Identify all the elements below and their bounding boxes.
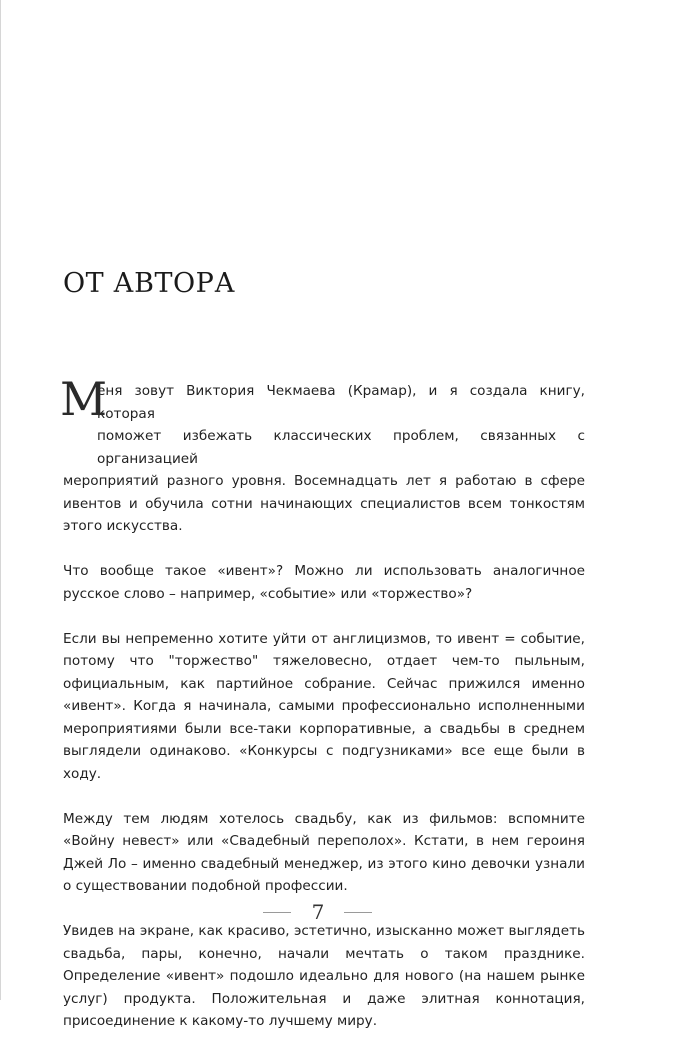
paragraph: Между тем людям хотелось свадьбу, как из фильмов: вспомните «Войну невест» или «Свадебный переполох». Кстати, в нем героиня Джей Ло – именно свадебный менеджер, из этого кино девочки узнали о существовании подобной профессии.: [63, 810, 585, 894]
page-number: 7: [311, 900, 325, 924]
chapter-title: ОТ АВТОРА: [63, 268, 236, 299]
page-footer: [1, 900, 682, 924]
paragraph: Что вообще такое «ивент»? Можно ли использовать аналогичное русское слово – например, «событие» или «торжество»?: [63, 563, 585, 602]
first-paragraph-rest: мероприятий разного уровня. Восемнадцать лет я работаю в сфере ивентов и обучила сотни начинающих специалистов всем тонкостям этого искусства.: [63, 473, 585, 534]
body-text: [60, 372, 585, 1055]
footer-rule-right: [344, 912, 372, 913]
footer-rule-left: [263, 912, 291, 913]
dropcap-letter: М: [60, 372, 108, 426]
first-paragraph-line-2: поможет избежать классических проблем, связанных с организацией: [97, 428, 585, 467]
paragraph: Увидев на экране, как красиво, эстетично, изысканно может выглядеть свадьба, пары, конечно, начали мечтать о таком празднике. Определение «ивент» подошло идеально для нового (на нашем рынке услуг) продукта. Положительная и даже элитная коннотация, присоединение к какому-то лучшему миру.: [63, 923, 585, 1029]
paragraph: Если вы непременно хотите уйти от англицизмов, то ивент = событие, потому что "торжество" тяжеловесно, отдает чем-то пыльным, официальным, как партийное собрание. Сейчас прижился именно «ивент». Когда я начинала, самыми профессионально исполненными мероприятиями были все-таки корпоративные, а свадьбы в среднем выглядели одинаково. «Конкурсы с подгузниками» все еще были в ходу.: [63, 630, 585, 782]
first-paragraph-line-1: еня зовут Виктория Чекмаева (Крамар), и я создала книгу, которая: [97, 383, 585, 422]
first-paragraph: [60, 372, 585, 538]
